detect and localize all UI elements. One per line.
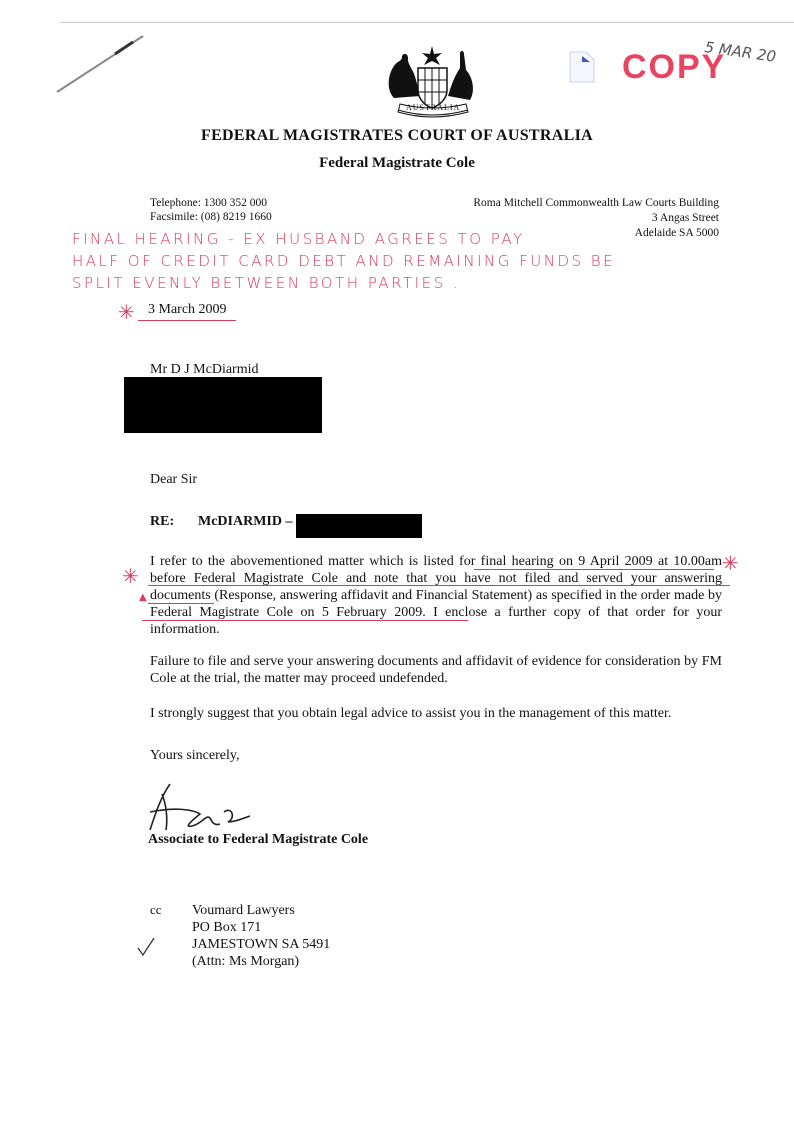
top-rule bbox=[60, 22, 794, 23]
tick-icon bbox=[136, 936, 156, 958]
re-label: RE: bbox=[150, 514, 175, 529]
cc-line: Voumard Lawyers bbox=[192, 903, 295, 918]
arrow-mark-icon: ▲ bbox=[139, 592, 147, 603]
telephone: Telephone: 1300 352 000 bbox=[150, 197, 268, 209]
paragraph-hearing: I refer to the abovementioned matter which is listed for final hearing on 9 April 2009 at 10.00am before Federal Magistrate Cole and note that you have not filed and served your answering documents (Response, answering affidavit and Financial Statement) as specified in the order made by Federal Magistrate Cole on 5 February 2009. I enclose a further copy of that order for your information. bbox=[150, 554, 722, 637]
handwritten-note-line: SPLIT EVENLY BETWEEN BOTH PARTIES . bbox=[72, 274, 461, 292]
crest-label: AUSTRALIA bbox=[406, 103, 461, 112]
annotation-underline bbox=[142, 620, 468, 621]
recipient-name: Mr D J McDiarmid bbox=[150, 362, 259, 377]
redacted-address bbox=[124, 377, 322, 433]
facsimile: Facsimile: (08) 8219 1660 bbox=[150, 211, 272, 223]
address-line: Roma Mitchell Commonwealth Law Courts Building bbox=[473, 197, 719, 209]
handwritten-note bbox=[72, 228, 615, 294]
handwritten-note-line: HALF OF CREDIT CARD DEBT AND REMAINING FUNDS BE bbox=[72, 252, 616, 270]
address-line: 3 Angas Street bbox=[651, 212, 719, 224]
court-name: FEDERAL MAGISTRATES COURT OF AUSTRALIA bbox=[201, 127, 593, 144]
asterisk-icon: ✳ bbox=[722, 551, 739, 575]
address-line: Adelaide SA 5000 bbox=[634, 227, 719, 239]
asterisk-icon: ✳ bbox=[122, 564, 139, 588]
annotation-underline bbox=[148, 603, 214, 604]
magistrate-name: Federal Magistrate Cole bbox=[319, 155, 475, 171]
copy-stamp: COPY bbox=[622, 48, 727, 86]
contact-details bbox=[150, 196, 272, 224]
cc-label: cc bbox=[150, 902, 162, 917]
closing: Yours sincerely, bbox=[150, 748, 240, 763]
greeting: Dear Sir bbox=[150, 472, 198, 487]
asterisk-icon: ✳ bbox=[118, 300, 135, 324]
pen-stroke-mark bbox=[55, 30, 155, 100]
cc-line: PO Box 171 bbox=[192, 920, 262, 935]
annotation-underline bbox=[148, 585, 730, 586]
handwritten-note-line: FINAL HEARING - EX HUSBAND AGREES TO PAY bbox=[72, 230, 525, 248]
redacted-name bbox=[296, 514, 422, 538]
signatory-title: Associate to Federal Magistrate Cole bbox=[148, 832, 369, 847]
cc-line: JAMESTOWN SA 5491 bbox=[192, 937, 331, 952]
re-name: McDIARMID – bbox=[198, 514, 293, 529]
signature-icon bbox=[140, 778, 280, 838]
letter-date: 3 March 2009 bbox=[148, 302, 227, 317]
received-date-stamp: 5 MAR 20 bbox=[703, 38, 778, 66]
paragraph-advice: I strongly suggest that you obtain legal advice to assist you in the management of this matter. bbox=[150, 706, 672, 721]
document-icon bbox=[568, 50, 596, 84]
cc-line: (Attn: Ms Morgan) bbox=[192, 954, 300, 969]
annotation-underline bbox=[474, 569, 714, 570]
date-underline bbox=[138, 320, 236, 321]
paragraph-failure: Failure to file and serve your answering documents and affidavit of evidence for consideration by FM Cole at the trial, the matter may proceed undefended. bbox=[150, 654, 722, 686]
cc-recipient bbox=[192, 902, 330, 970]
